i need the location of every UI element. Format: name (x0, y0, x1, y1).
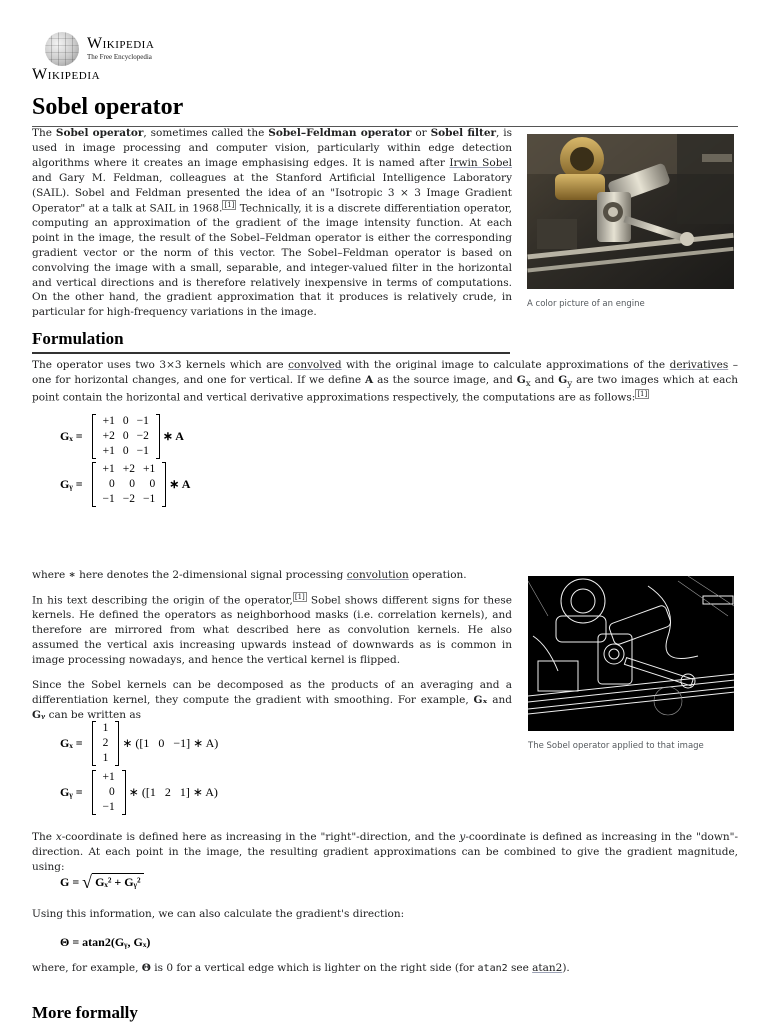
section-heading-formulation: Formulation (32, 327, 510, 354)
wikipedia-logo[interactable] (45, 32, 154, 66)
figure-engine-sobel[interactable] (528, 576, 734, 752)
gradient-magnitude-equation: G = √ Gₓ² + Gᵧ² (60, 873, 144, 891)
citation-1b[interactable]: [1] (637, 390, 648, 399)
coordinates-paragraph: The x-coordinate is defined here as increasing in the "right"-direction, and the y-coordinate is defined as increasing in the "down"-direction. At each point in the image, the resulting gradient approximations can be combined to give the gradient magnitude, using: (32, 831, 738, 873)
separable-kernels-equation (60, 721, 218, 815)
link-atan2[interactable]: atan2 (532, 962, 563, 974)
decomposition-paragraph: Since the Sobel kernels can be decomposed as the products of an averaging and a differentiation kernel, they compute the gradient with smoothing. For example, Gₓ and Gᵧ can be written as (32, 679, 512, 721)
link-derivatives[interactable]: derivatives (669, 359, 729, 371)
figure-caption: The Sobel operator applied to that image (528, 740, 704, 751)
figure-caption: A color picture of an engine (527, 298, 645, 309)
example-paragraph: where, for example, Θ is 0 for a vertical edge which is lighter on the right side (for atan2 see atan2). (32, 962, 570, 974)
gy-separable-row: Gᵧ = +1 0 −1 ∗ ([1 2 1] ∗ A) (60, 771, 218, 813)
engine-color-image (527, 134, 734, 294)
gx-kernel-row: Gₓ = +1 0 −1 +2 0 −2 +1 0 −1 ∗ A (60, 415, 184, 457)
gx-kernel-matrix: +1 0 −1 +2 0 −2 +1 0 −1 (92, 414, 160, 459)
sobel-kernels-equation (60, 414, 190, 507)
site-wordmark[interactable]: Wikipedia (32, 66, 101, 83)
origin-paragraph: In his text describing the origin of the operator, [1] Sobel shows different signs for these kernels. He defined the operators as neighborhood masks (i.e. correlation kernels), and therefore are mirrored from what described here as convolution kernels. He also assumed the vertical axis increasing upwards instead of downwards as is common in image processing nowadays, and hence the vertical kernel is flipped. (32, 593, 512, 667)
link-convolution[interactable]: convolution (346, 569, 409, 581)
figure-engine-color[interactable] (527, 134, 734, 310)
citation-1[interactable]: [1] (224, 200, 235, 209)
link-irwin-sobel[interactable]: Irwin Sobel (449, 156, 512, 169)
gx-separable-row: Gₓ = 1 2 1 ∗ ([1 0 −1] ∗ A) (60, 722, 219, 764)
wikipedia-globe-icon (45, 32, 79, 66)
page-title: Sobel operator (32, 90, 738, 127)
gy-kernel-matrix: +1 +2 +1 0 0 0 −1 −2 −1 (92, 462, 167, 507)
section-heading-more-formally: More formally (32, 1001, 738, 1024)
gy-kernel-row: Gᵧ = +1 +2 +1 0 0 0 −1 −2 −1 ∗ A (60, 463, 191, 505)
convolution-note: where ∗ here denotes the 2-dimensional signal processing convolution operation. (32, 569, 467, 581)
formulation-paragraph: The operator uses two 3×3 kernels which are convolved with the original image to calculate approximations of the derivatives – one for horizontal changes, and one for vertical. If we define A as the source image, and $G_x$ and $G_y$ are two images which at each point contain the horizontal and vertical derivative approximations respectively, the computations are as follows: [1] (32, 359, 739, 404)
logo-wordmark: Wikipedia (87, 34, 155, 52)
direction-paragraph: Using this information, we can also calculate the gradient's direction: (32, 908, 405, 920)
engine-sobel-image (528, 576, 734, 736)
intro-paragraph: The Sobel operator, sometimes called the Sobel–Feldman operator or Sobel filter, is used in image processing and computer vision, particularly within edge detection algorithms where it creates an image emphasising edges. It is named after Irwin Sobel and Gary M. Feldman, colleagues at the Stanford Artificial Intelligence Laboratory (SAIL). Sobel and Feldman presented the idea of an "Isotropic 3 × 3 Image Gradient Operator" at a talk at SAIL in 1968. [1] Technically, it is a discrete differentiation operator, computing an approximation of the gradient of the image intensity function. At each point in the image, the result of the Sobel–Feldman operator is either the corresponding gradient vector or the norm of this vector. The Sobel–Feldman operator is based on convolving the image with a small, separable, and integer-valued filter in the horizontal and vertical directions and is therefore relatively inexpensive in terms of computations. On the other hand, the gradient approximation that it produces is relatively crude, in particular for high-frequency variations in the image. (32, 127, 513, 319)
gradient-direction-equation: Θ = atan2(Gᵧ, Gₓ) (60, 935, 151, 949)
logo-tagline: The Free Encyclopedia (87, 52, 152, 61)
citation-1c[interactable]: [1] (294, 593, 305, 601)
link-convolved[interactable]: convolved (288, 359, 342, 371)
